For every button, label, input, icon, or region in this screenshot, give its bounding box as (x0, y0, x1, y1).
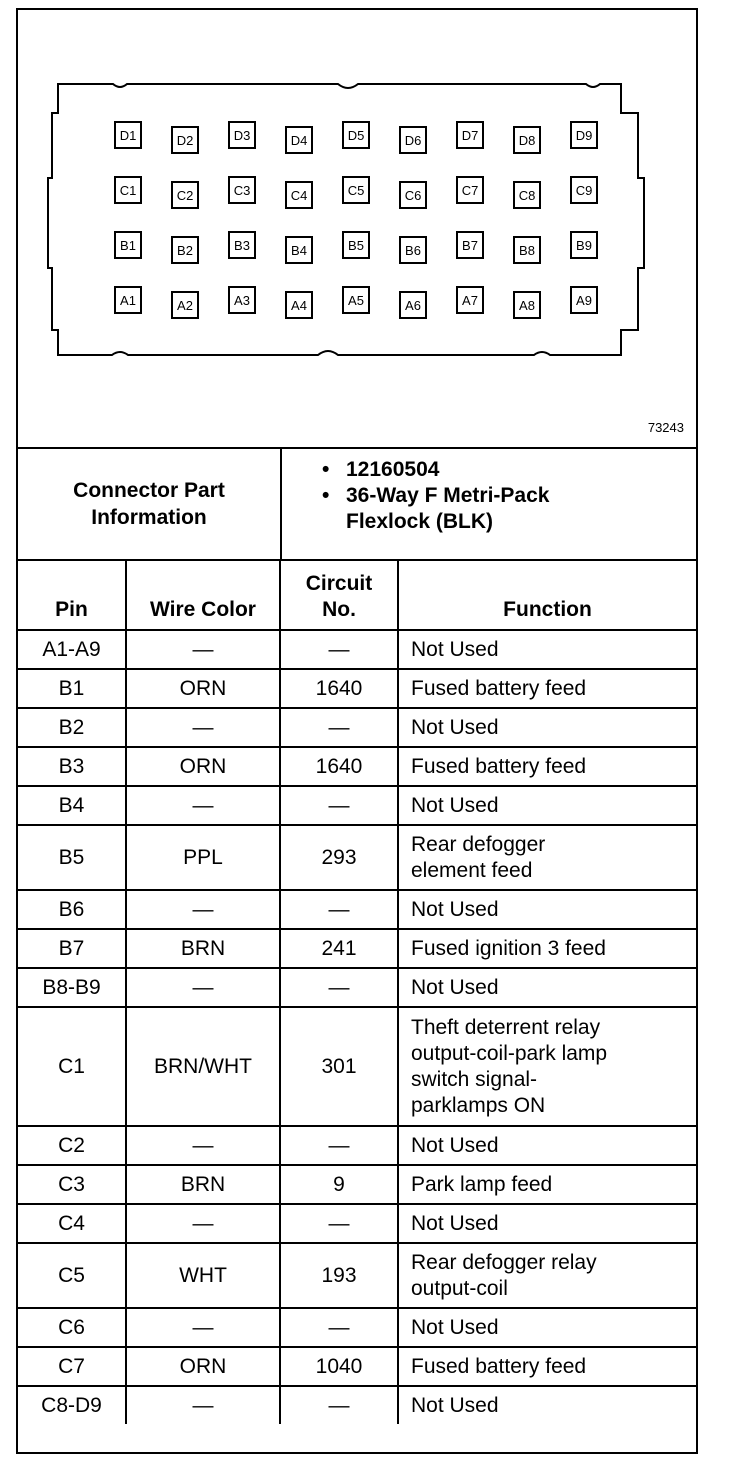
wire-color-cell: — (126, 1308, 280, 1347)
pin-cell: B7 (18, 929, 126, 968)
function-cell: Not Used (398, 1308, 696, 1347)
pin-label: D3 (233, 128, 251, 143)
function-cell: Not Used (398, 786, 696, 825)
header-wire-color: Wire Color (126, 561, 280, 630)
function-cell: Not Used (398, 1386, 696, 1424)
circuit-cell: 241 (280, 929, 398, 968)
circuit-cell: — (280, 786, 398, 825)
table-row (18, 890, 696, 929)
function-cell: Park lamp feed (398, 1165, 696, 1204)
pin-label: B1 (120, 238, 136, 253)
function-cell: Not Used (398, 1204, 696, 1243)
pin-label: D1 (119, 128, 137, 143)
pin-cell: B4 (18, 786, 126, 825)
function-cell: Not Used (398, 890, 696, 929)
table-row (18, 1347, 696, 1386)
pin-cell: B6 (18, 890, 126, 929)
connector-type-text: 36-Way F Metri-Pack Flexlock (BLK) (346, 484, 550, 533)
circuit-cell: — (280, 1126, 398, 1165)
part-number-text: 12160504 (346, 458, 440, 481)
wire-color-cell: PPL (126, 825, 280, 890)
header-circuit-no: Circuit No. (280, 561, 398, 630)
pin-label: B4 (291, 243, 307, 258)
table-row (18, 1386, 696, 1424)
circuit-cell: — (280, 708, 398, 747)
function-cell: Not Used (398, 968, 696, 1007)
table-header-row (18, 561, 696, 630)
pin-label: A1 (120, 293, 136, 308)
pin-label: B8 (519, 243, 535, 258)
pin-label: C6 (404, 188, 422, 203)
pin-label: C7 (461, 183, 479, 198)
circuit-cell: — (280, 630, 398, 669)
function-cell: Rear defogger element feed (398, 825, 696, 890)
pin-cell: B8-B9 (18, 968, 126, 1007)
function-cell: Not Used (398, 1126, 696, 1165)
wire-color-cell: ORN (126, 1347, 280, 1386)
pin-label: A6 (405, 298, 421, 313)
pin-cell: C1 (18, 1007, 126, 1126)
pin-cell: B2 (18, 708, 126, 747)
pin-label: C4 (290, 188, 308, 203)
wire-color-cell: — (126, 1126, 280, 1165)
pin-cell: C6 (18, 1308, 126, 1347)
wire-color-cell: BRN (126, 929, 280, 968)
table-row (18, 708, 696, 747)
table-row (18, 669, 696, 708)
pin-label: B7 (462, 238, 478, 253)
circuit-cell: — (280, 1308, 398, 1347)
pin-label: D2 (176, 133, 194, 148)
table-row (18, 786, 696, 825)
pin-cell: C8-D9 (18, 1386, 126, 1424)
pin-label: C9 (575, 183, 593, 198)
wire-color-cell: — (126, 708, 280, 747)
table-row (18, 747, 696, 786)
wire-color-cell: WHT (126, 1243, 280, 1308)
pin-cell: C4 (18, 1204, 126, 1243)
pin-label: C3 (233, 183, 251, 198)
pin-label: A8 (519, 298, 535, 313)
table-row (18, 1007, 696, 1126)
circuit-cell: — (280, 1386, 398, 1424)
pin-label: C1 (119, 183, 137, 198)
pin-label: D9 (575, 128, 593, 143)
circuit-cell: 9 (280, 1165, 398, 1204)
pin-label: A2 (177, 298, 193, 313)
wire-color-cell: ORN (126, 747, 280, 786)
pin-cell: A1-A9 (18, 630, 126, 669)
function-cell: Fused battery feed (398, 747, 696, 786)
table-row (18, 1308, 696, 1347)
wire-color-cell: — (126, 1386, 280, 1424)
table-row (18, 968, 696, 1007)
table-row (18, 1204, 696, 1243)
pin-label: D8 (518, 133, 536, 148)
table-row (18, 1165, 696, 1204)
wire-color-cell: — (126, 968, 280, 1007)
wire-color-cell: — (126, 630, 280, 669)
connector-face-drawing (18, 10, 696, 447)
function-cell: Rear defogger relay output-coil (398, 1243, 696, 1308)
table-row (18, 929, 696, 968)
pin-cell: B1 (18, 669, 126, 708)
pin-cell: B5 (18, 825, 126, 890)
header-pin: Pin (18, 561, 126, 630)
circuit-cell: — (280, 968, 398, 1007)
function-cell: Fused battery feed (398, 1347, 696, 1386)
connector-diagram (18, 10, 696, 449)
circuit-cell: 293 (280, 825, 398, 890)
pin-label: A3 (234, 293, 250, 308)
pin-label: C8 (518, 188, 536, 203)
wire-color-cell: — (126, 890, 280, 929)
circuit-cell: 301 (280, 1007, 398, 1126)
table-row (18, 825, 696, 890)
pin-cell: C7 (18, 1347, 126, 1386)
pin-label: B3 (234, 238, 250, 253)
function-cell: Not Used (398, 708, 696, 747)
function-cell: Theft deterrent relay output-coil-park lamp switch signal- parklamps ON (398, 1007, 696, 1126)
wire-color-cell: BRN/WHT (126, 1007, 280, 1126)
wire-color-cell: BRN (126, 1165, 280, 1204)
pin-label: A7 (462, 293, 478, 308)
wire-color-cell: — (126, 1204, 280, 1243)
function-cell: Fused battery feed (398, 669, 696, 708)
pin-cell: B3 (18, 747, 126, 786)
pin-table (18, 561, 696, 1424)
pin-cell: C2 (18, 1126, 126, 1165)
connector-info-list (282, 457, 692, 535)
pin-label: D4 (290, 133, 308, 148)
pin-label: B6 (405, 243, 421, 258)
pin-label: D6 (404, 133, 422, 148)
pin-label: D7 (461, 128, 479, 143)
header-function: Function (398, 561, 696, 630)
circuit-cell: 1640 (280, 669, 398, 708)
connector-part-information (18, 449, 696, 561)
circuit-cell: 193 (280, 1243, 398, 1308)
table-row (18, 1243, 696, 1308)
pin-cell: C5 (18, 1243, 126, 1308)
wire-color-cell: — (126, 786, 280, 825)
circuit-cell: — (280, 1204, 398, 1243)
figure-number: 73243 (647, 420, 684, 435)
connector-type-item (282, 483, 692, 535)
part-number-item (282, 457, 692, 483)
table-row (18, 630, 696, 669)
table-row (18, 1126, 696, 1165)
pin-label: A4 (291, 298, 307, 313)
pin-cell: C3 (18, 1165, 126, 1204)
circuit-cell: 1040 (280, 1347, 398, 1386)
connector-info-label (18, 449, 282, 559)
pin-label: B5 (348, 238, 364, 253)
pin-label: D5 (347, 128, 365, 143)
function-cell: Not Used (398, 630, 696, 669)
pin-label: C5 (347, 183, 365, 198)
pin-label: B9 (576, 238, 592, 253)
circuit-cell: — (280, 890, 398, 929)
connector-sheet (16, 8, 698, 1454)
pin-label: B2 (177, 243, 193, 258)
connector-info-label-text: Connector Part Information (73, 479, 225, 529)
function-cell: Fused ignition 3 feed (398, 929, 696, 968)
circuit-cell: 1640 (280, 747, 398, 786)
pin-label: C2 (176, 188, 194, 203)
pin-label: A9 (576, 293, 592, 308)
wire-color-cell: ORN (126, 669, 280, 708)
pin-label: A5 (348, 293, 364, 308)
